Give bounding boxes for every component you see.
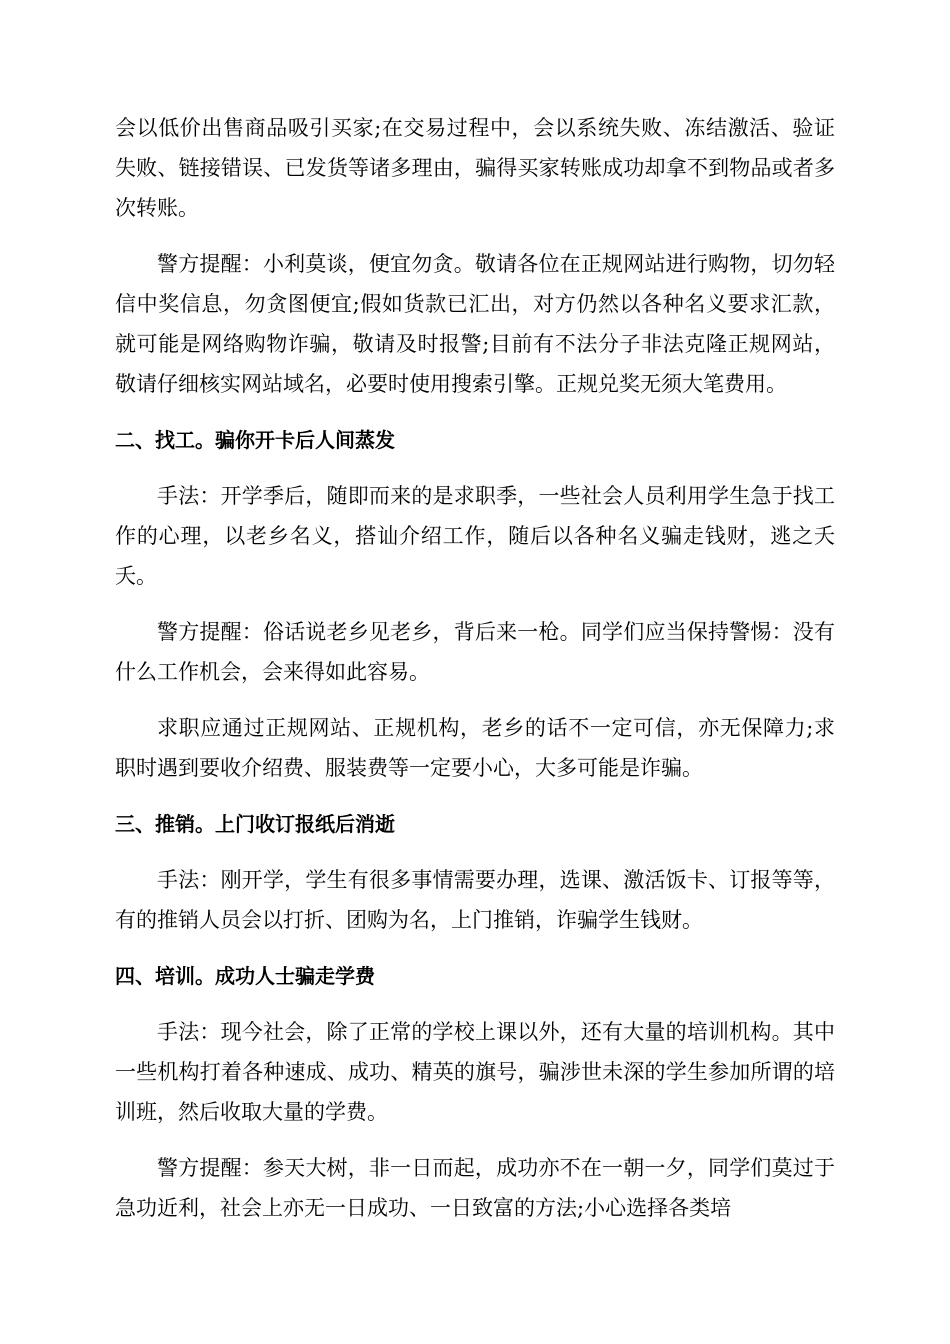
paragraph-door-to-door-sales-method: 手法：刚开学，学生有很多事情需要办理，选课、激活饭卡、订报等等，有的推销人员会以打折、团购为名，上门推销，诈骗学生钱财。 — [115, 868, 835, 932]
paragraph-job-hunting-police-advice: 警方提醒：俗话说老乡见老乡，背后来一枪。同学们应当保持警惕：没有什么工作机会，会来得如此容易。 — [115, 620, 835, 684]
paragraph-job-hunting-advice-continued: 求职应通过正规网站、正规机构，老乡的话不一定可信，亦无保障力;求职时遇到要收介绍费、服装费等一定要小心，大多可能是诈骗。 — [115, 716, 835, 780]
section-heading-training-scam: 四、培训。成功人士骗走学费 — [115, 964, 375, 988]
paragraph-training-scam-method: 手法：现今社会，除了正常的学校上课以外，还有大量的培训机构。其中一些机构打着各种速成、成功、精英的旗号，骗涉世未深的学生参加所谓的培训班，然后收取大量的学费。 — [115, 1020, 835, 1124]
document-page — [115, 108, 835, 1244]
paragraph-training-scam-police-advice: 警方提醒：参天大树，非一日而起，成功亦不在一朝一夕，同学们莫过于急功近利，社会上亦无一日成功、一日致富的方法;小心选择各类培 — [115, 1156, 835, 1220]
section-heading-job-hunting: 二、找工。骗你开卡后人间蒸发 — [115, 428, 395, 452]
section-heading-door-to-door-sales: 三、推销。上门收订报纸后消逝 — [115, 812, 395, 836]
paragraph-online-shopping-police-advice: 警方提醒：小利莫谈，便宜勿贪。敬请各位在正规网站进行购物，切勿轻信中奖信息，勿贪图便宜;假如货款已汇出，对方仍然以各种名义要求汇款，就可能是网络购物诈骗，敬请及时报警;目前有不法分子非法克隆正规网站，敬请仔细核实网站域名，必要时使用搜索引擎。正规兑奖无须大笔费用。 — [115, 252, 835, 396]
paragraph-online-shopping-scam-method: 会以低价出售商品吸引买家;在交易过程中，会以系统失败、冻结激活、验证失败、链接错误、已发货等诸多理由，骗得买家转账成功却拿不到物品或者多次转账。 — [115, 116, 835, 220]
paragraph-job-hunting-method: 手法：开学季后，随即而来的是求职季，一些社会人员利用学生急于找工作的心理，以老乡名义，搭讪介绍工作，随后以各种名义骗走钱财，逃之夭夭。 — [115, 484, 835, 588]
